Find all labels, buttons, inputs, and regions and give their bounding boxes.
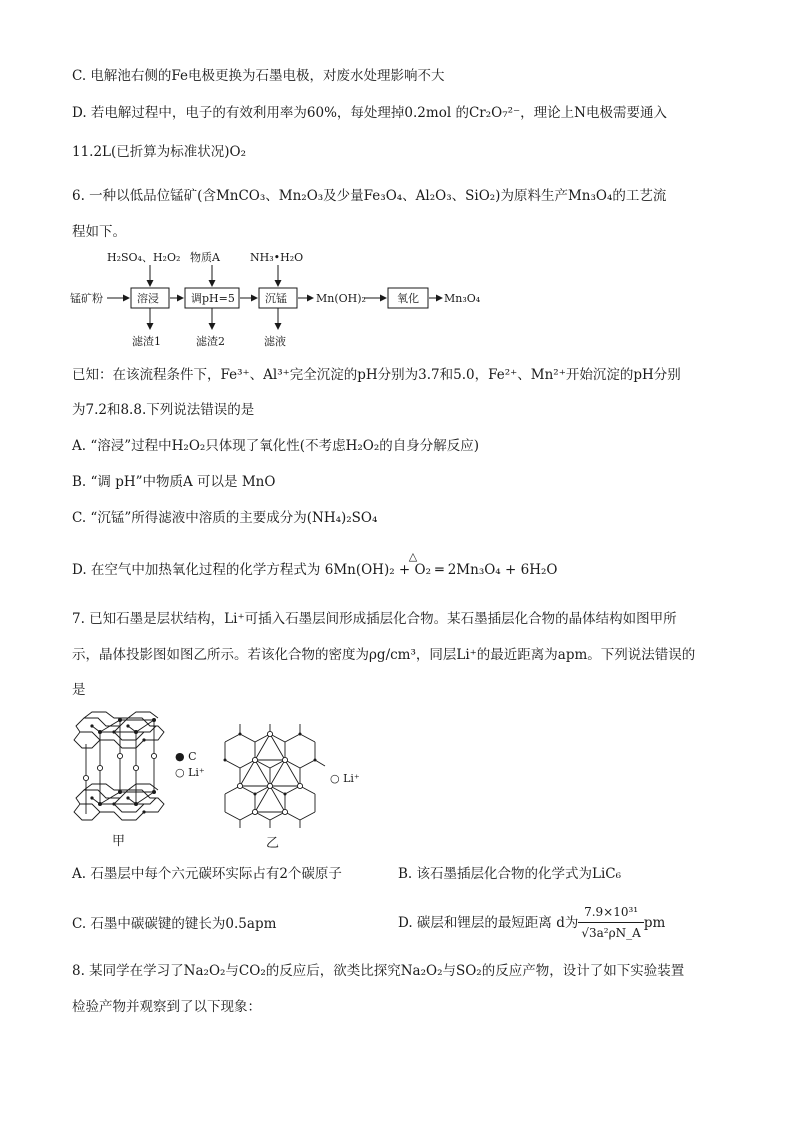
figure-yi-lithium-label: ○ Li⁺ <box>330 772 360 785</box>
q7-option-d-numerator: 7.9×10³¹ <box>578 902 643 923</box>
flow-reagent-3: NH₃•H₂O <box>250 251 304 264</box>
q6-known-2: 为7.2和8.8.下列说法错误的是 <box>72 402 255 418</box>
q6-stem-2: 程如下。 <box>72 224 126 240</box>
q7-stem-2: 示，晶体投影图如图乙所示。若该化合物的密度为ρg/cm³，同层Li⁺的最近距离为apm。下列说法错误的 <box>72 647 696 663</box>
q7-option-a: A. 石墨层中每个六元碳环实际占有2个碳原子 <box>72 866 342 882</box>
q6-option-d-eq-text: 6Mn(OH)₂ + O₂ ═ 2Mn₃O₄ + 6H₂O <box>324 562 558 578</box>
q7-option-d-text: D. 碳层和锂层的最短距离 d为 <box>398 914 579 931</box>
flow-reagent-1: H₂SO₄、H₂O₂ <box>107 251 181 264</box>
q5-option-d-cont: 11.2L(已折算为标准状况)O₂ <box>72 144 247 160</box>
q6-option-a: A. “溶浸”过程中H₂O₂只体现了氧化性(不考虑H₂O₂的自身分解反应) <box>72 438 479 454</box>
q6-flowchart <box>70 245 490 351</box>
flow-box-label-1: 溶浸 <box>137 292 159 305</box>
figure-jia-label: 甲 <box>112 834 126 849</box>
q5-option-c: C. 电解池右侧的Fe电极更换为石墨电极，对废水处理影响不大 <box>72 68 445 84</box>
q7-stem-3: 是 <box>72 682 86 698</box>
q8-stem-2: 检验产物并观察到了以下现象： <box>72 999 261 1015</box>
flow-reagent-2: 物质A <box>190 251 220 264</box>
q7-stem: 7. 已知石墨是层状结构，Li⁺可插入石墨层间形成插层化合物。某石墨插层化合物的晶体结构如图甲所 <box>72 611 677 627</box>
q6-option-d-condition: △ <box>408 550 418 563</box>
q6-option-d-text: D. 在空气中加热氧化过程的化学方程式为 <box>72 562 321 578</box>
q6-option-c: C. “沉锰”所得滤液中溶质的主要成分为(NH₄)₂SO₄ <box>72 510 378 526</box>
q7-option-c: C. 石墨中碳碳键的键长为0.5apm <box>72 916 277 932</box>
q6-option-d <box>72 550 558 580</box>
q5-option-d-text: D. 若电解过程中，电子的有效利用率为60%，每处理掉0.2mol 的 <box>72 105 469 121</box>
q7-option-d-fraction <box>578 902 643 943</box>
flow-output-2: 滤渣2 <box>196 335 225 348</box>
q7-option-d-denominator: √3a²ρN_A <box>581 926 641 940</box>
legend-carbon: ● C <box>175 750 197 763</box>
q8-stem: 8. 某同学在学习了Na₂O₂与CO₂的反应后，欲类比探究Na₂O₂与SO₂的反应产物，设计了如下实验装置 <box>72 963 685 979</box>
q7-option-d <box>398 902 665 943</box>
flow-box-label-2: 调pH=5 <box>191 292 235 305</box>
q6-stem: 6. 一种以低品位锰矿(含MnCO₃、Mn₂O₃及少量Fe₃O₄、Al₂O₃、SiO₂)为原料生产Mn₃O₄的工艺流 <box>72 188 667 204</box>
figure-yi <box>215 712 335 832</box>
q6-option-b: B. “调 pH”中物质A 可以是 MnO <box>72 474 276 490</box>
figure-yi-label: 乙 <box>266 836 280 851</box>
flow-output-3: 滤液 <box>264 335 286 348</box>
legend-lithium: ○ Li⁺ <box>175 766 205 779</box>
q5-option-d-formula: Cr₂O₇²⁻ <box>468 105 521 121</box>
q5-option-d-text-2: ，理论上N电极需要通入 <box>520 105 667 121</box>
flow-mid: Mn(OH)₂ <box>316 292 366 305</box>
q7-option-d-unit: pm <box>643 914 666 931</box>
flow-start: 锰矿粉 <box>70 292 103 305</box>
flow-end: Mn₃O₄ <box>444 292 481 305</box>
flow-box-label-3: 沉锰 <box>265 292 287 305</box>
q5-option-d <box>72 103 667 123</box>
q6-option-d-equation <box>324 550 558 580</box>
flow-box-label-4: 氧化 <box>397 292 419 305</box>
flow-output-1: 滤渣1 <box>132 335 161 348</box>
figure-jia <box>70 708 170 833</box>
q7-option-b: B. 该石墨插层化合物的化学式为LiC₆ <box>398 866 622 882</box>
q6-known: 已知：在该流程条件下，Fe³⁺、Al³⁺完全沉淀的pH分别为3.7和5.0，Fe²⁺、Mn²⁺开始沉淀的pH分别 <box>72 367 681 383</box>
